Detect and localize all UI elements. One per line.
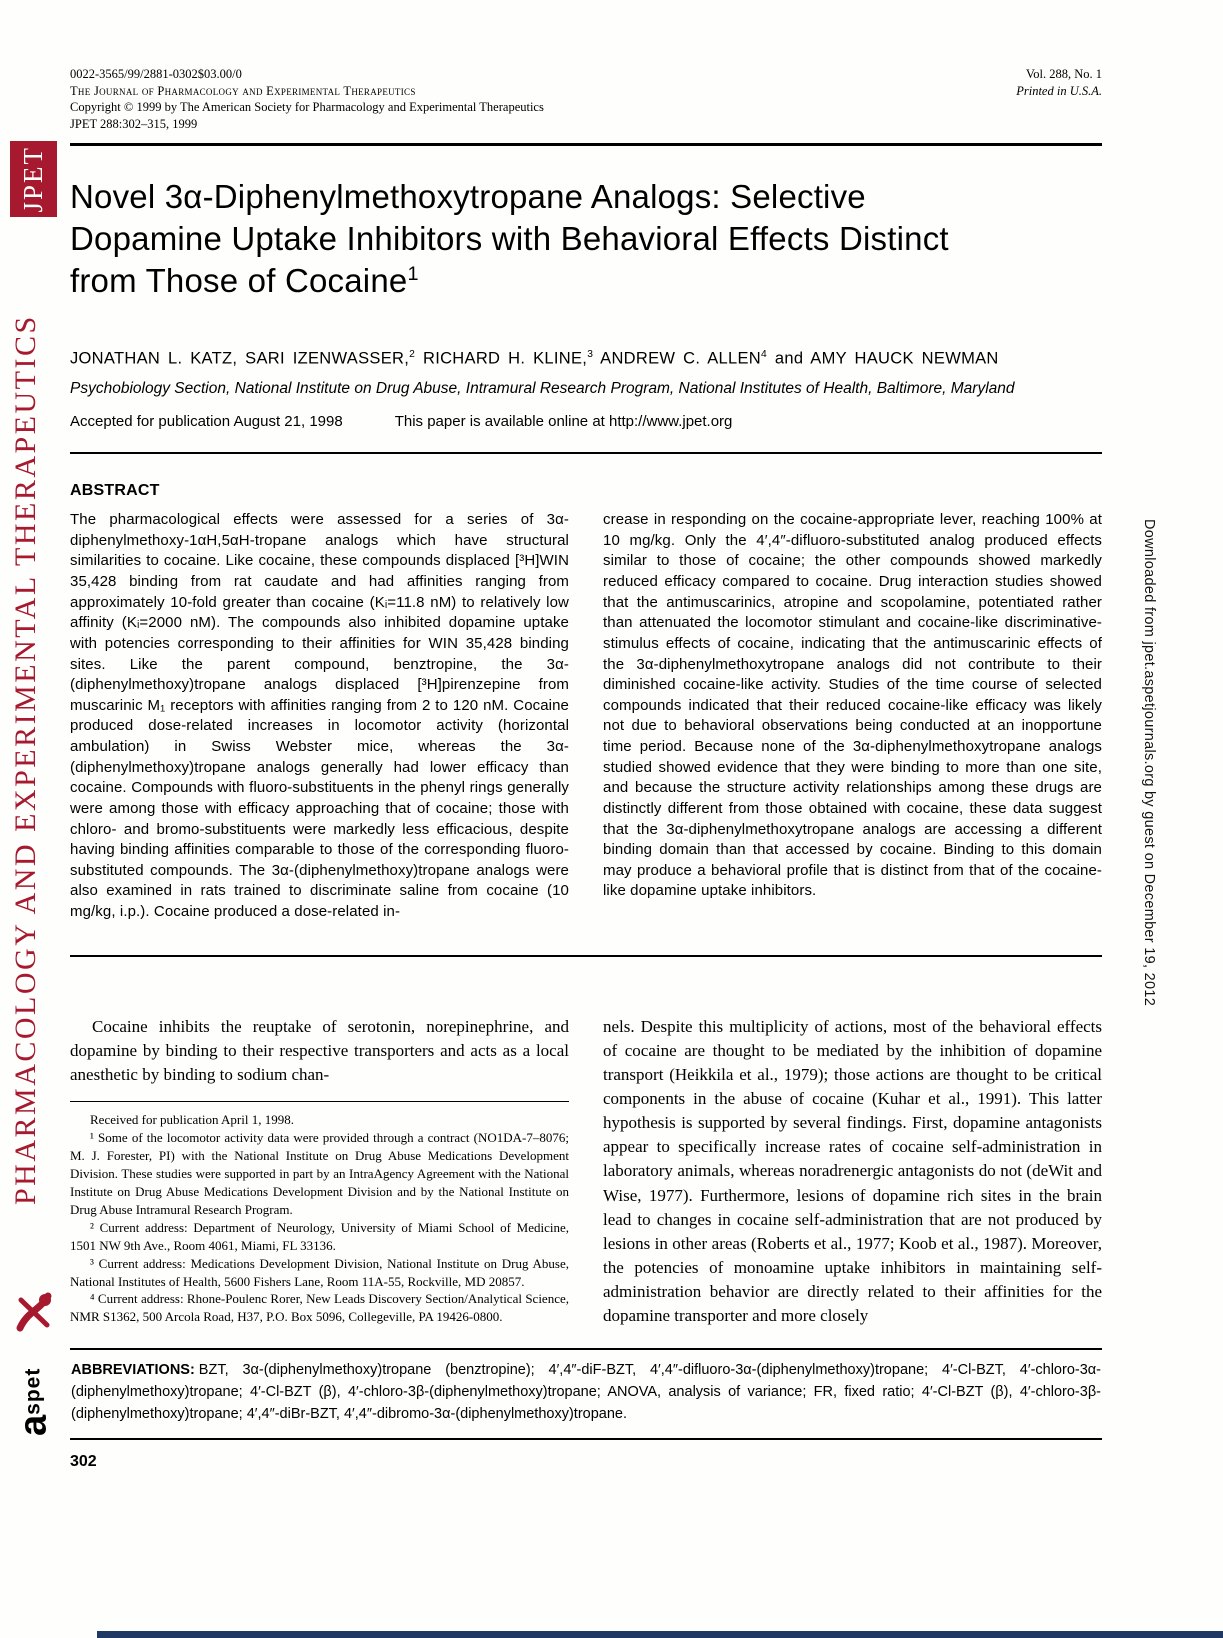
aspet-logo	[8, 1288, 60, 1438]
online-availability	[395, 413, 733, 430]
abbreviations-text: BZT, 3α-(diphenylmethoxy)tropane (benztropine); 4′,4″-diF-BZT, 4′,4″-difluoro-3α-(diphenylmethoxy)tropane; 4′-Cl-BZT, 4′-chloro-3α-(diphenylmethoxy)tropane; 4′-Cl-BZT (β), 4′-chloro-3β-(diphenylmethoxy)tropane; ANOVA, analysis of variance; FR, fixed ratio; 4′-Cl-BZT (β), 4′-chloro-3β-(diphenylmethoxy)tropane; 4′,4″-diBr-BZT, 4′,4″-dibromo-3α-(diphenylmethoxy)tropane.	[71, 1362, 1101, 1422]
issn-line: 0022-3565/99/2881-0302$03.00/0	[70, 67, 242, 81]
author-text: and AMY HAUCK NEWMAN	[767, 349, 999, 368]
footnote-2: ² Current address: Department of Neurology, University of Miami School of Medicine, 1501 NW 9th Ave., Room 4061, Miami, FL 33136.	[70, 1219, 569, 1253]
jpet-logo-text: JPET	[18, 145, 48, 213]
abstract-column-1: The pharmacological effects were assessed for a series of 3α-diphenylmethoxy-1αH,5αH-tropane analogs which have structural similarities to cocaine. Like cocaine, these compounds displaced [³H]WIN 35,428 binding from rat caudate and had affinities ranging from approximately 10-fold greater than cocaine (Kᵢ=11.8 nM) to relatively low affinity (Kᵢ=2000 nM). The compounds also inhibited dopamine uptake with potencies corresponding to their affinities for WIN 35,428 binding sites. Like the parent compound, benztropine, the 3α-(diphenylmethoxy)tropane analogs displaced [³H]pirenzepine from muscarinic M₁ receptors with affinities ranging from 2 to 120 nM. Cocaine produced dose-related increases in locomotor activity (horizontal ambulation) in Swiss Webster mice, whereas the 3α-(diphenylmethoxy)tropane analogs generally had lower efficacy than cocaine. Compounds with fluoro-substituents in the phenyl rings generally were among those with efficacy approaching that of cocaine; those with chloro- and bromo-substituents were markedly less efficacious, despite having binding affinities comparable to those of the corresponding fluoro-substituted compounds. The 3α-(diphenylmethoxy)tropane analogs were also examined in rats trained to discriminate saline from cocaine (10 mg/kg, i.p.). Cocaine produced a dose-related in-	[70, 511, 569, 921]
page-number: 302	[70, 1452, 97, 1470]
author-footnote-marker: 3	[587, 348, 594, 360]
accepted-row	[70, 413, 1102, 430]
download-watermark: Downloaded from jpet.aspetjournals.org by guest on December 19, 2012	[1141, 519, 1157, 1007]
abstract-column-2: crease in responding on the cocaine-appropriate lever, reaching 100% at 10 mg/kg. Only the 4′,4″-difluoro-substituted analog produced effects similar to those of cocaine; the other compounds showed markedly reduced efficacy compared to cocaine. Drug interaction studies showed that the antimuscarinics, atropine and scopolamine, potentiated rather than attenuated the locomotor stimulant and cocaine-like discriminative-stimulus effects of cocaine, indicating that the antimuscarinic effects of the 3α-diphenylmethoxytropane analogs did not contribute to their diminished cocaine-like activity. Studies of the time course of selected compounds indicated that their reduced cocaine-like efficacy was likely not due to behavioral observations being conducted at an inopportune time period. Because none of the 3α-diphenylmethoxytropane analogs studied showed evidence that they were binding to more than one site, and because the structure activity relationships among these drugs are distinctly different from those obtained with cocaine, these data suggest that the 3α-diphenylmethoxytropane analogs are accessing a different binding domain than that accessed by cocaine. Binding to this domain may produce a behavioral profile that is distinct from that of the cocaine-like dopamine uptake inhibitors.	[603, 511, 1102, 900]
aspet-figure-icon	[12, 1288, 56, 1334]
author-text: RICHARD H. KLINE,	[415, 349, 588, 368]
printed-line: Printed in U.S.A.	[1016, 83, 1102, 98]
aspet-wordmark-rest: spet	[21, 1367, 45, 1415]
aspet-wordmark-a: a	[12, 1414, 55, 1436]
author-text: ANDREW C. ALLEN	[593, 349, 762, 368]
footnotes-block	[70, 1101, 569, 1326]
copyright-line: Copyright © 1999 by The American Society for Pharmacology and Experimental Therapeutics	[70, 100, 544, 114]
footnote-4: ⁴ Current address: Rhone-Poulenc Rorer, New Leads Discovery Section/Analytical Science, NMR S1362, 500 Arcola Road, H37, P.O. Box 5096, Collegeville, PA 19426-0800.	[70, 1291, 569, 1325]
article-title	[70, 176, 1102, 302]
authors-line	[70, 349, 1102, 369]
bottom-edge-bar	[97, 1631, 1223, 1638]
footnote-divider	[70, 1101, 569, 1102]
aspet-wordmark	[13, 1336, 56, 1436]
author-text: JONATHAN L. KATZ, SARI IZENWASSER,	[70, 349, 410, 368]
abstract-bottom-divider	[70, 955, 1102, 957]
header-divider	[70, 143, 1102, 146]
title-footnote-marker: 1	[407, 262, 419, 285]
abbreviations-label: ABBREVIATIONS:	[71, 1362, 195, 1379]
body-columns	[70, 1015, 1102, 1329]
author-footnote-marker: 4	[761, 348, 767, 360]
title-line: from Those of Cocaine	[70, 261, 408, 299]
jpet-url[interactable]: http://www.jpet.org	[609, 413, 733, 431]
footnote-received: Received for publication April 1, 1998.	[90, 1112, 294, 1128]
title-line: Novel 3α-Diphenylmethoxytropane Analogs: Selective	[70, 178, 866, 215]
masthead	[70, 66, 1102, 132]
article-content	[70, 66, 1102, 1471]
abstract-heading: ABSTRACT	[70, 482, 160, 500]
intro-paragraph: Cocaine inhibits the reuptake of serotonin, norepinephrine, and dopamine by binding to their respective transporters and acts as a local anesthetic by binding to sodium chan-	[70, 1016, 569, 1084]
body-column-2	[603, 1015, 1102, 1329]
body-column-1	[70, 1015, 569, 1329]
abstract-columns	[70, 510, 1102, 923]
jpet-logo-box	[10, 141, 57, 217]
affiliation-line: Psychobiology Section, National Institute on Drug Abuse, Intramural Research Program, National Institutes of Health, Baltimore, Maryland	[70, 380, 1015, 398]
abbreviations-paragraph	[71, 1360, 1101, 1425]
title-line: Dopamine Uptake Inhibitors with Behavioral Effects Distinct	[70, 219, 949, 257]
footnote-3: ³ Current address: Medications Development Division, National Institute on Drug Abuse, National Institutes of Health, 5600 Fishers Lane, Room 11A-55, Rockville, MD 20857.	[70, 1255, 569, 1289]
journal-name: The Journal of Pharmacology and Experimental Therapeutics	[70, 83, 416, 98]
journal-spine-title: PHARMACOLOGY AND EXPERIMENTAL THERAPEUTICS	[9, 314, 42, 1206]
masthead-left	[70, 66, 544, 132]
volume-line: Vol. 288, No. 1	[1025, 67, 1102, 81]
abstract-top-divider	[70, 452, 1102, 454]
footnote-1: ¹ Some of the locomotor activity data were provided through a contract (NO1DA-7–8076; M. J. Forester, PI) with the National Institute on Drug Abuse Medications Development Division. These studies were supported in part by an IntraAgency Agreement with the National Institute on Drug Abuse Medications Development Division and by the National Institute on Drug Abuse Intramural Research Program.	[70, 1130, 569, 1217]
online-availability-text: This paper is available online at	[394, 413, 609, 431]
author-footnote-marker: 2	[409, 348, 416, 360]
masthead-right	[1016, 66, 1102, 132]
citation-line: JPET 288:302–315, 1999	[70, 116, 198, 131]
body-paragraph: nels. Despite this multiplicity of actions, most of the behavioral effects of cocaine are thought to be mediated by the inhibition of dopamine transport (Heikkila et al., 1979); those actions are thought to be critical components in the abuse of cocaine (Kuhar et al., 1991). This latter hypothesis is supported by several findings. First, dopamine antagonists appear to specifically increase rates of cocaine self-administration in laboratory animals, whereas noradrenergic antagonists do not (deWit and Wise, 1977). Furthermore, lesions of dopamine rich sites in the brain lead to changes in cocaine self-administration that are not produced by lesions in other areas (Roberts et al., 1977; Koob et al., 1987). Moreover, the potencies of monoamine uptake inhibitors in maintaining self-administration behavior are directly related to their affinities for the dopamine transporter and more closely	[603, 1016, 1102, 1326]
accepted-date: Accepted for publication August 21, 1998	[70, 413, 343, 431]
abbreviations-block	[70, 1348, 1102, 1439]
